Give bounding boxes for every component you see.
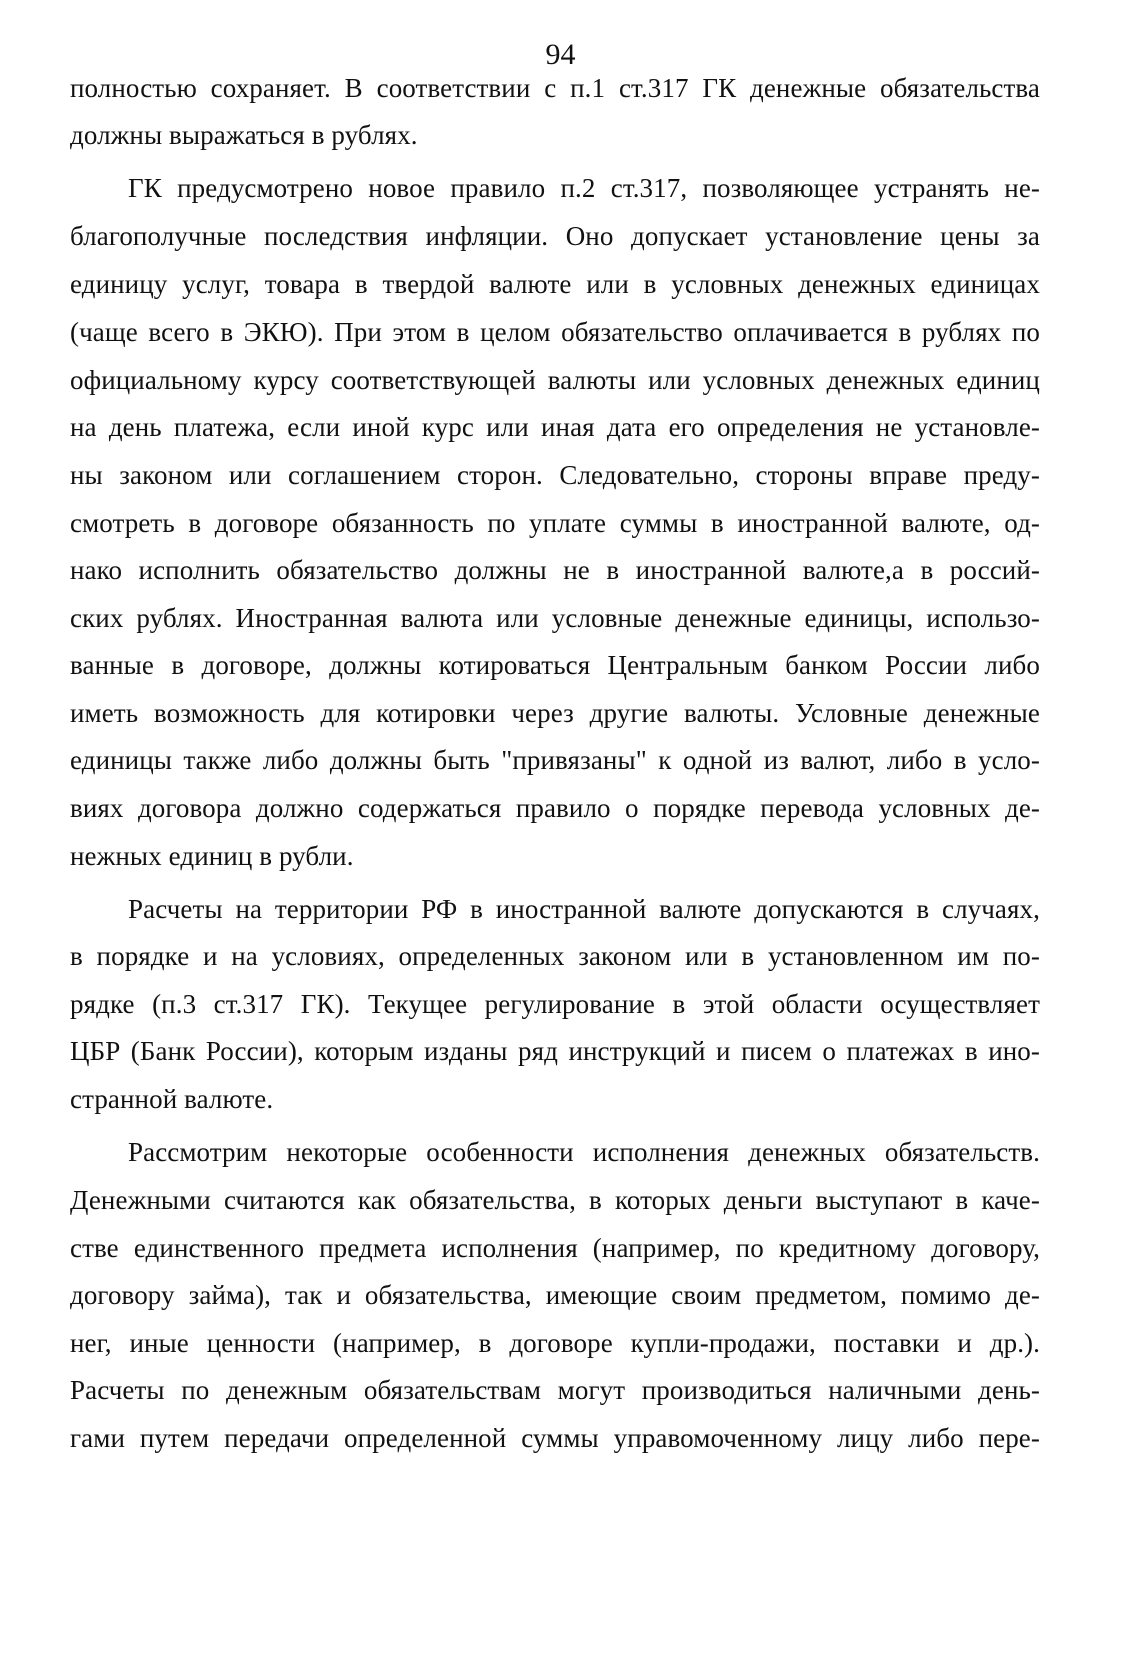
text-line: иметь возможность для котировки через другие валюты. Условные денежные (70, 698, 1040, 728)
text-line: ских рублях. Иностранная валюта или условные денежные единицы, использо- (70, 603, 1040, 633)
text-line: нако исполнить обязательство должны не в иностранной валюте,а в россий- (70, 555, 1040, 585)
text-line: смотреть в договоре обязанность по уплате суммы в иностранной валюте, од- (70, 508, 1040, 538)
text-line: Расчеты по денежным обязательствам могут производиться наличными день- (70, 1375, 1040, 1405)
text-line: (чаще всего в ЭКЮ). При этом в целом обязательство оплачивается в рублях по (70, 317, 1040, 347)
text-line: виях договора должно содержаться правило о порядке перевода условных де- (70, 793, 1040, 823)
text-line: ГК предусмотрено новое правило п.2 ст.317, позволяющее устранять не- (128, 173, 1040, 203)
text-line: должны выражаться в рублях. (70, 120, 418, 150)
text-line: ЦБР (Банк России), которым изданы ряд инструкций и писем о платежах в ино- (70, 1036, 1040, 1066)
text-line: единицы также либо должны быть "привязаны" к одной из валют, либо в усло- (70, 745, 1040, 775)
text-line: на день платежа, если иной курс или иная дата его определения не установле- (70, 412, 1040, 442)
text-line: Рассмотрим некоторые особенности исполнения денежных обязательств. (128, 1137, 1040, 1167)
text-line: рядке (п.3 ст.317 ГК). Текущее регулирование в этой области осуществляет (70, 989, 1040, 1019)
text-line: официальному курсу соответствующей валюты или условных денежных единиц (70, 365, 1040, 395)
text-line: ны законом или соглашением сторон. Следовательно, стороны вправе преду- (70, 460, 1040, 490)
text-line: в порядке и на условиях, определенных законом или в установленном им по- (70, 941, 1040, 971)
text-line: полностью сохраняет. В соответствии с п.1 ст.317 ГК денежные обязательства (70, 73, 1040, 103)
text-line: договору займа), так и обязательства, имеющие своим предметом, помимо де- (70, 1280, 1040, 1310)
text-line: странной валюте. (70, 1084, 274, 1114)
text-line: единицу услуг, товара в твердой валюте или в условных денежных единицах (70, 269, 1040, 299)
page-number: 94 (545, 38, 576, 71)
text-line: стве единственного предмета исполнения (например, по кредитному договору, (70, 1233, 1040, 1263)
text-line: гами путем передачи определенной суммы управомоченному лицу либо пере- (70, 1423, 1040, 1453)
text-line: Денежными считаются как обязательства, в которых деньги выступают в каче- (70, 1185, 1040, 1215)
text-line: нежных единиц в рубли. (70, 841, 354, 871)
text-line: благополучные последствия инфляции. Оно допускает установление цены за (70, 221, 1040, 251)
text-line: ванные в договоре, должны котироваться Центральным банком России либо (70, 650, 1040, 680)
text-line: нег, иные ценности (например, в договоре купли-продажи, поставки и др.). (70, 1328, 1040, 1358)
text-line: Расчеты на территории РФ в иностранной валюте допускаются в случаях, (128, 894, 1040, 924)
